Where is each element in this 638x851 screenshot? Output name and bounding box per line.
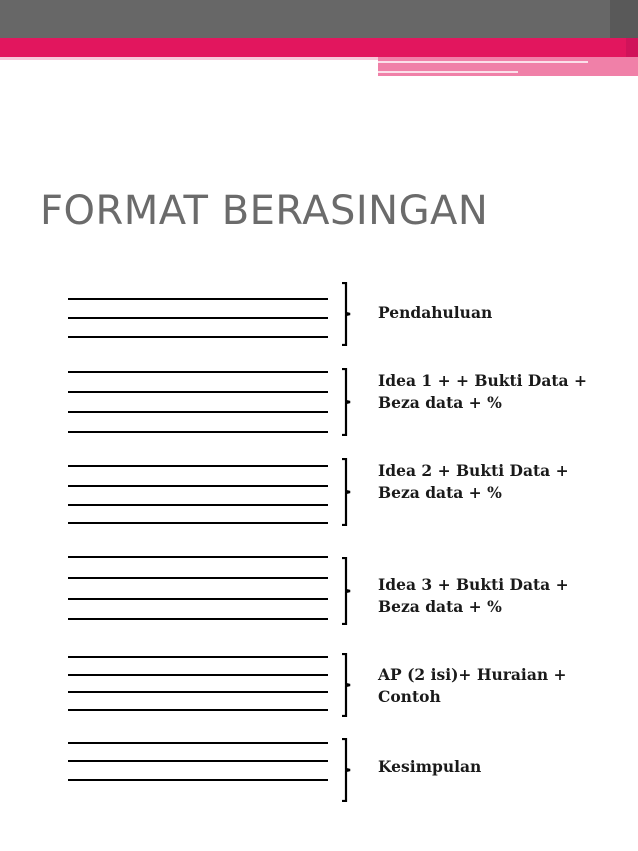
writing-line (68, 522, 328, 524)
writing-line (68, 577, 328, 579)
slide-title: FORMAT BERASINGAN (40, 188, 489, 234)
section-label (378, 664, 628, 708)
section-label-line: Beza data + % (378, 483, 502, 502)
section-label-line: Contoh (378, 687, 441, 706)
header-stripe (378, 71, 518, 73)
writing-line (68, 336, 328, 338)
section-label-line: Idea 2 + Bukti Data + (378, 461, 569, 480)
writing-line (68, 431, 328, 433)
right-brace-icon (340, 557, 356, 625)
section-label-line: Idea 1 + + Bukti Data + (378, 371, 587, 390)
right-brace-icon (340, 458, 356, 526)
header-gray-accent (610, 0, 638, 38)
section-label-line: Beza data + % (378, 393, 502, 412)
right-brace-icon (340, 368, 356, 436)
writing-line (68, 391, 328, 393)
writing-line (68, 656, 328, 658)
writing-line (68, 760, 328, 762)
header-gray-bar (0, 0, 638, 38)
writing-line (68, 742, 328, 744)
writing-line (68, 465, 328, 467)
writing-line (68, 504, 328, 506)
writing-line (68, 298, 328, 300)
writing-line (68, 709, 328, 711)
section-label (378, 302, 628, 324)
writing-line (68, 779, 328, 781)
right-brace-icon (340, 653, 356, 717)
section-label-line: Kesimpulan (378, 757, 482, 776)
writing-line (68, 674, 328, 676)
section-label (378, 756, 628, 778)
section-label-line: Pendahuluan (378, 303, 493, 322)
section-label (378, 370, 628, 414)
header-light-pink-bar (378, 57, 638, 76)
section-label-line: AP (2 isi)+ Huraian + (378, 665, 567, 684)
header-stripe (378, 61, 588, 63)
writing-line (68, 618, 328, 620)
section-label (378, 460, 628, 504)
right-brace-icon (340, 282, 356, 346)
section-label-line: Beza data + % (378, 597, 502, 616)
section-label-line: Idea 3 + Bukti Data + (378, 575, 569, 594)
section-label (378, 574, 628, 618)
writing-line (68, 411, 328, 413)
header-stripe (0, 57, 378, 60)
writing-line (68, 371, 328, 373)
writing-line (68, 691, 328, 693)
right-brace-icon (340, 738, 356, 802)
header-pink-bar (0, 38, 638, 57)
writing-line (68, 598, 328, 600)
writing-line (68, 317, 328, 319)
writing-line (68, 556, 328, 558)
writing-line (68, 485, 328, 487)
